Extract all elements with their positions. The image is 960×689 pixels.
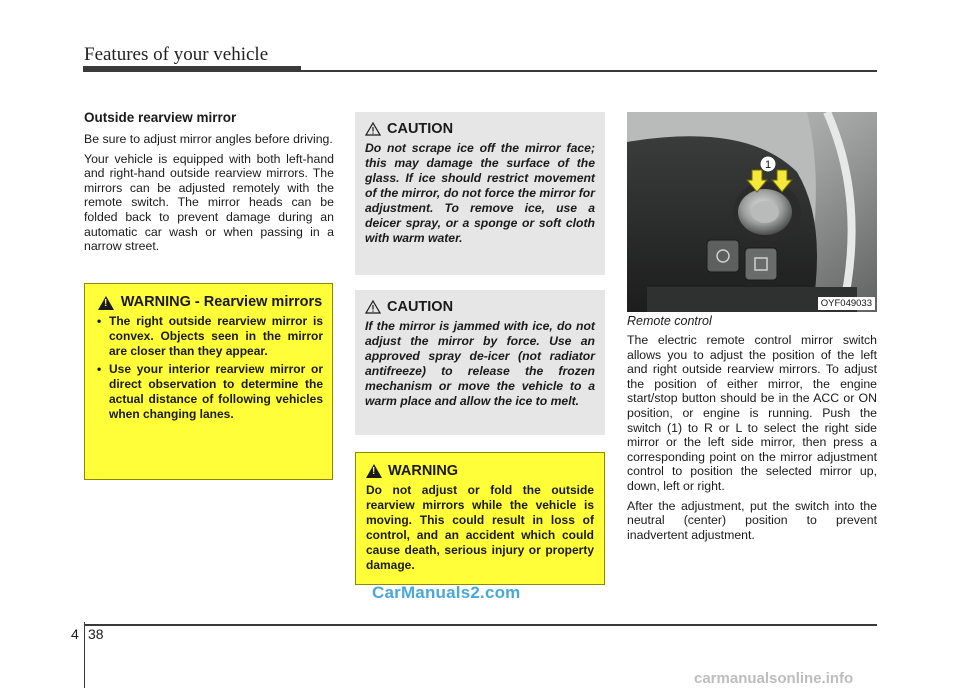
list-item: • The right outside rearview mirror is convex. Objects seen in the mirror are closer than they appear. [94,314,323,359]
header-rule [301,70,877,72]
caution-title: CAUTION [387,121,454,137]
intro-paragraph-1: Be sure to adjust mirror angles before driving. [84,132,333,146]
remote-control-section [627,314,877,547]
caution-text: Do not scrape ice off the mirror face; this may damage the surface of the glass. If ice should restrict movement of the mirror, do not force the mirror for adjustment. To remove ice, use a deicer spray, or a sponge or soft cloth with warm water. [365,141,595,245]
figure-callout: 1 [764,159,772,171]
mirror-switch-illustration [627,112,877,312]
section-number: 4 [71,626,79,642]
caution-header [365,121,595,137]
remote-paragraph-1: The electric remote control mirror switch allows you to adjust the position of the left and right outside rearview mirrors. To adjust the position of either mirror, the engine start/stop button should be in the ACC or ON position, or engine is running. Push the switch (1) to R or L to select the right side mirror or the left side mirror, then press a corresponding point on the mirror adjustment control to position the selected mirror up, down, left or right. [627,333,877,493]
site-watermark-link[interactable]: CarManuals2.com [372,583,521,602]
subsection-heading: Remote control [627,314,712,328]
warning-title: WARNING [388,463,459,479]
footer-rule [84,624,877,626]
caution-box-1 [355,112,605,275]
caution-icon [365,122,381,136]
figure-code: OYF049033 [818,297,875,310]
warning-rearview-list [94,314,323,422]
intro-section [84,110,334,259]
bottom-watermark: carmanualsonline.info [694,670,854,687]
list-item: • Use your interior rearview mirror or direct observation to determine the actual distance of following vehicles when changing lanes. [94,362,323,422]
caution-box-2 [355,290,605,435]
warning-header [366,463,594,479]
page-header-title: Features of your vehicle [84,44,269,65]
remote-paragraph-2: After the adjustment, put the switch into the neutral (center) position to prevent inadvertent adjustment. [627,498,877,542]
page-number: 38 [88,626,104,642]
warning-rearview-box [84,283,333,480]
caution-text: If the mirror is jammed with ice, do not adjust the mirror by force. Use an approved spray de-icer (not radiator antifreeze) to release the frozen mechanism or move the vehicle to a warm place and allow the ice to melt. [365,319,595,408]
warning-text: Do not adjust or fold the outside rearview mirrors while the vehicle is moving. This could result in loss of control, and an accident which could cause death, serious injury or property damage. [366,483,594,572]
mirror-switch-photo [627,112,877,312]
footer-divider [84,622,85,688]
warning-icon [366,464,382,478]
intro-paragraph-2: Your vehicle is equipped with both left-hand and right-hand outside rearview mirrors. The mirrors can be adjusted remotely with the remote switch. The mirror heads can be folded back to prevent damage during an automatic car wash or when passing in a narrow street. [84,151,334,254]
warning-icon [98,296,114,310]
caution-icon [365,300,381,314]
section-heading: Outside rearview mirror [84,110,237,125]
warning-rearview-title: WARNING - Rearview mirrors [120,294,323,310]
warning-rearview-header [94,294,323,310]
header-bar [83,66,301,72]
caution-header [365,299,595,315]
warning-box-2 [355,452,605,585]
caution-title: CAUTION [387,299,454,315]
